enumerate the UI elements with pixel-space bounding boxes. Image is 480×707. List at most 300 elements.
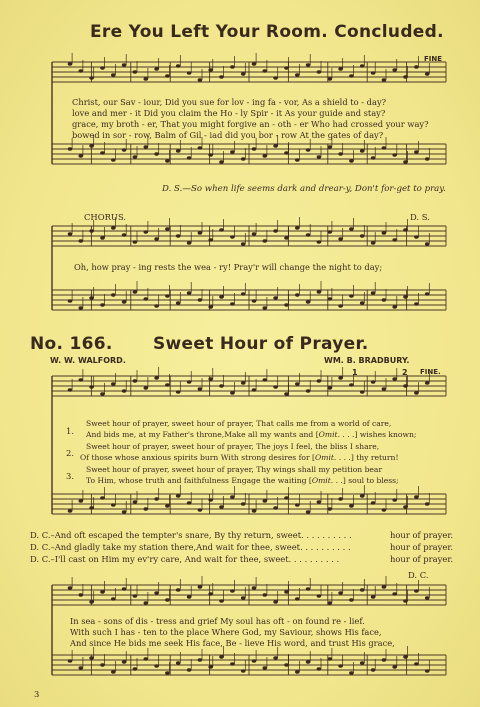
- note-head: [68, 586, 73, 589]
- note-head: [328, 657, 333, 660]
- note-head: [360, 64, 365, 67]
- note-head: [144, 386, 149, 389]
- note-head: [295, 503, 300, 506]
- note-head: [111, 382, 116, 385]
- note-head: [328, 297, 333, 300]
- note-head: [371, 71, 376, 74]
- note-head: [317, 70, 322, 73]
- note-head: [360, 390, 365, 393]
- note-head: [273, 144, 278, 147]
- note-head: [68, 62, 73, 65]
- note-head: [165, 504, 170, 507]
- note-head: [295, 670, 300, 673]
- note-head: [100, 590, 105, 593]
- note-head: [392, 665, 397, 668]
- note-head: [100, 151, 105, 154]
- note-head: [89, 600, 94, 603]
- note-head: [425, 157, 430, 160]
- note-head: [414, 495, 419, 498]
- note-head: [360, 234, 365, 237]
- note-head: [371, 595, 376, 598]
- note-head: [176, 149, 181, 152]
- note-head: [306, 587, 311, 590]
- note-head: [382, 508, 387, 511]
- note-head: [284, 303, 289, 306]
- verse-1-line-b: And bids me, at my Father's throne,Make all my wants and [Omit. . . .] wishes known;: [86, 430, 417, 439]
- note-head: [414, 391, 419, 394]
- note-head: [360, 661, 365, 664]
- note-head: [165, 159, 170, 162]
- note-head: [176, 494, 181, 497]
- note-head: [241, 502, 246, 505]
- note-head: [306, 233, 311, 236]
- verse-line-3: grace, my broth - er, That you might forgive an - oth - er Who had crossed your way?: [72, 119, 429, 129]
- note-head: [154, 591, 159, 594]
- note-head: [79, 593, 84, 596]
- note-head: [252, 62, 257, 65]
- note-head: [154, 376, 159, 379]
- note-head: [122, 233, 127, 236]
- note-head: [252, 232, 257, 235]
- note-head: [68, 147, 73, 150]
- note-head: [89, 229, 94, 232]
- note-head: [371, 501, 376, 504]
- note-head: [360, 149, 365, 152]
- note-head: [198, 231, 203, 234]
- note-head: [154, 67, 159, 70]
- verse-line-2: love and mer - it Did you claim the Ho - ly Spir - it As your guide and stay?: [72, 108, 386, 118]
- note-head: [414, 65, 419, 68]
- note-head: [273, 506, 278, 509]
- dc-line-2: D. C.–And gladly take my station there,And wait for thee, sweet. . . . . . . . . .: [30, 542, 351, 552]
- note-head: [198, 658, 203, 661]
- note-head: [208, 68, 213, 71]
- note-head: [349, 227, 354, 230]
- note-head: [392, 238, 397, 241]
- note-head: [425, 72, 430, 75]
- note-head: [382, 387, 387, 390]
- note-head: [111, 73, 116, 76]
- dc-line-2-end: hour of prayer.: [390, 542, 454, 552]
- note-head: [338, 67, 343, 70]
- hymn-number: No. 166.: [30, 334, 113, 354]
- note-head: [187, 241, 192, 244]
- note-head: [263, 306, 268, 309]
- note-head: [328, 507, 333, 510]
- note-head: [403, 384, 408, 387]
- note-head: [187, 291, 192, 294]
- page-number: 3: [34, 689, 40, 699]
- hymn-author: W. W. WALFORD.: [50, 356, 126, 365]
- note-head: [219, 505, 224, 508]
- note-head: [403, 295, 408, 298]
- note-head: [306, 660, 311, 663]
- note-head: [198, 585, 203, 588]
- note-head: [122, 510, 127, 513]
- note-head: [100, 663, 105, 666]
- note-head: [230, 65, 235, 68]
- verse-2-line-b: Of those whose anxious spirits burn With strong desires for [Omit. . . .] thy return!: [80, 453, 399, 462]
- note-head: [338, 152, 343, 155]
- note-head: [198, 146, 203, 149]
- note-head: [349, 74, 354, 77]
- note-head: [111, 226, 116, 229]
- note-head: [295, 158, 300, 161]
- note-head: [273, 229, 278, 232]
- note-head: [122, 300, 127, 303]
- verse-1-number: 1.: [66, 426, 74, 436]
- note-head: [230, 589, 235, 592]
- note-head: [349, 383, 354, 386]
- note-head: [208, 305, 213, 308]
- note-head: [208, 238, 213, 241]
- note-head: [111, 670, 116, 673]
- note-head: [349, 294, 354, 297]
- note-head: [349, 159, 354, 162]
- note-head: [273, 600, 278, 603]
- note-head: [68, 659, 73, 662]
- note-head: [425, 669, 430, 672]
- note-head: [208, 498, 213, 501]
- note-head: [252, 659, 257, 662]
- note-head: [295, 293, 300, 296]
- note-head: [208, 153, 213, 156]
- note-head: [144, 657, 149, 660]
- note-head: [219, 655, 224, 658]
- note-head: [230, 302, 235, 305]
- verse-b-line-1: In sea - sons of dis - tress and grief My soul has oft - on found re - lief.: [70, 616, 365, 626]
- note-head: [317, 155, 322, 158]
- note-head: [317, 240, 322, 243]
- verse-2-number: 2.: [66, 448, 74, 458]
- verse-line-1: Christ, our Sav - iour, Did you sue for lov - ing fa - vor, As a shield to - day?: [72, 97, 387, 107]
- note-head: [328, 386, 333, 389]
- note-head: [198, 387, 203, 390]
- note-head: [198, 78, 203, 81]
- note-head: [68, 509, 73, 512]
- note-head: [241, 596, 246, 599]
- hymn-title: Sweet Hour of Prayer.: [153, 334, 369, 354]
- note-head: [328, 77, 333, 80]
- note-head: [144, 230, 149, 233]
- note-head: [241, 669, 246, 672]
- note-head: [100, 66, 105, 69]
- note-head: [230, 391, 235, 394]
- note-head: [187, 668, 192, 671]
- note-head: [154, 152, 159, 155]
- note-head: [122, 660, 127, 663]
- note-head: [133, 240, 138, 243]
- note-head: [284, 151, 289, 154]
- note-head: [165, 671, 170, 674]
- note-head: [425, 292, 430, 295]
- note-head: [382, 231, 387, 234]
- note-head: [154, 664, 159, 667]
- note-head: [382, 298, 387, 301]
- note-head: [403, 505, 408, 508]
- note-head: [89, 385, 94, 388]
- verse-2-line-a: Sweet hour of prayer, sweet hour of prayer, The joys I feel, the bliss I share,: [86, 442, 380, 451]
- note-head: [241, 157, 246, 160]
- verse-line-4: bowed in sor - row, Balm of Gil - iad did you bor - row At the gates of day?: [72, 130, 384, 140]
- note-head: [165, 227, 170, 230]
- ds-line: D. S.—So when life seems dark and drear-y, Don't for-get to pray.: [162, 184, 446, 194]
- verse-3-number: 3.: [66, 471, 74, 481]
- dc-mark: D. C.: [408, 570, 429, 580]
- note-head: [219, 160, 224, 163]
- note-head: [187, 380, 192, 383]
- note-head: [165, 74, 170, 77]
- note-head: [154, 304, 159, 307]
- note-head: [176, 661, 181, 664]
- note-head: [317, 594, 322, 597]
- dc-line-1: D. C.–And oft escaped the tempter's snare, By thy return, sweet. . . . . . . . . .: [30, 530, 352, 540]
- note-head: [263, 499, 268, 502]
- note-head: [133, 155, 138, 158]
- note-head: [219, 295, 224, 298]
- note-head: [306, 63, 311, 66]
- note-head: [100, 496, 105, 499]
- note-head: [349, 598, 354, 601]
- note-head: [414, 235, 419, 238]
- dc-line-3: D. C.–I'll cast on Him my ev'ry care, And wait for thee, sweet. . . . . . . . . .: [30, 554, 340, 564]
- second-ending: 2: [402, 368, 408, 377]
- note-head: [382, 146, 387, 149]
- note-head: [328, 230, 333, 233]
- note-head: [79, 666, 84, 669]
- note-head: [382, 658, 387, 661]
- note-head: [79, 306, 84, 309]
- note-head: [165, 383, 170, 386]
- note-head: [382, 78, 387, 81]
- note-head: [241, 381, 246, 384]
- note-head: [263, 666, 268, 669]
- note-head: [230, 235, 235, 238]
- note-head: [89, 144, 94, 147]
- note-head: [328, 601, 333, 604]
- note-head: [338, 304, 343, 307]
- note-head: [273, 656, 278, 659]
- note-head: [295, 226, 300, 229]
- note-head: [360, 494, 365, 497]
- note-head: [89, 656, 94, 659]
- note-head: [306, 148, 311, 151]
- note-head: [208, 377, 213, 380]
- note-head: [144, 145, 149, 148]
- note-head: [187, 156, 192, 159]
- note-head: [198, 298, 203, 301]
- dc-line-3-end: hour of prayer.: [390, 554, 454, 564]
- note-head: [263, 154, 268, 157]
- note-head: [241, 72, 246, 75]
- note-head: [263, 239, 268, 242]
- note-head: [338, 376, 343, 379]
- note-head: [273, 76, 278, 79]
- note-head: [144, 77, 149, 80]
- note-head: [230, 495, 235, 498]
- note-head: [403, 160, 408, 163]
- note-head: [392, 377, 397, 380]
- note-head: [403, 228, 408, 231]
- note-head: [425, 596, 430, 599]
- note-head: [133, 594, 138, 597]
- note-head: [252, 299, 257, 302]
- first-ending: 1: [352, 368, 358, 377]
- note-head: [111, 158, 116, 161]
- chorus-text: Oh, how pray - ing rests the wea - ry! Pray'r will change the night to day;: [74, 262, 383, 272]
- note-head: [133, 500, 138, 503]
- note-head: [122, 148, 127, 151]
- note-head: [176, 301, 181, 304]
- note-head: [133, 379, 138, 382]
- note-head: [187, 501, 192, 504]
- note-head: [403, 599, 408, 602]
- note-head: [122, 63, 127, 66]
- note-head: [317, 379, 322, 382]
- note-head: [111, 597, 116, 600]
- note-head: [392, 153, 397, 156]
- note-head: [338, 664, 343, 667]
- page-title: Ere You Left Your Room. Concluded.: [90, 22, 444, 42]
- note-head: [284, 496, 289, 499]
- chorus-label: CHORUS.: [84, 212, 127, 222]
- note-head: [187, 71, 192, 74]
- note-head: [371, 668, 376, 671]
- ds-mark: D. S.: [410, 212, 430, 222]
- note-head: [68, 299, 73, 302]
- note-head: [100, 392, 105, 395]
- note-head: [371, 380, 376, 383]
- hymn-fine-mark: FINE.: [420, 368, 441, 376]
- note-head: [79, 499, 84, 502]
- note-head: [263, 593, 268, 596]
- note-head: [392, 498, 397, 501]
- note-head: [317, 667, 322, 670]
- note-head: [392, 68, 397, 71]
- note-head: [111, 293, 116, 296]
- note-head: [263, 69, 268, 72]
- note-head: [230, 150, 235, 153]
- note-head: [89, 506, 94, 509]
- note-head: [263, 378, 268, 381]
- note-head: [295, 73, 300, 76]
- note-head: [133, 70, 138, 73]
- note-head: [403, 655, 408, 658]
- note-head: [187, 595, 192, 598]
- note-head: [252, 388, 257, 391]
- note-head: [425, 502, 430, 505]
- note-head: [349, 671, 354, 674]
- note-head: [79, 378, 84, 381]
- note-head: [295, 597, 300, 600]
- note-head: [317, 290, 322, 293]
- note-head: [328, 145, 333, 148]
- note-head: [252, 147, 257, 150]
- note-head: [144, 297, 149, 300]
- note-head: [284, 392, 289, 395]
- note-head: [306, 300, 311, 303]
- note-head: [79, 239, 84, 242]
- note-head: [273, 296, 278, 299]
- note-head: [317, 500, 322, 503]
- note-head: [154, 237, 159, 240]
- note-head: [111, 503, 116, 506]
- note-head: [414, 662, 419, 665]
- note-head: [306, 389, 311, 392]
- note-head: [219, 384, 224, 387]
- note-head: [230, 662, 235, 665]
- note-head: [165, 294, 170, 297]
- note-head: [208, 665, 213, 668]
- note-head: [68, 232, 73, 235]
- note-head: [306, 510, 311, 513]
- note-head: [252, 586, 257, 589]
- note-head: [176, 390, 181, 393]
- note-head: [425, 381, 430, 384]
- note-head: [89, 296, 94, 299]
- note-head: [349, 504, 354, 507]
- note-head: [284, 663, 289, 666]
- note-head: [371, 291, 376, 294]
- note-head: [371, 156, 376, 159]
- note-head: [144, 601, 149, 604]
- note-head: [176, 588, 181, 591]
- note-head: [198, 508, 203, 511]
- note-head: [414, 589, 419, 592]
- note-head: [284, 66, 289, 69]
- verse-1-line-a: Sweet hour of prayer, sweet hour of prayer, That calls me from a world of care,: [86, 419, 392, 428]
- note-head: [284, 236, 289, 239]
- note-head: [176, 64, 181, 67]
- note-head: [338, 591, 343, 594]
- note-head: [68, 388, 73, 391]
- note-head: [392, 592, 397, 595]
- note-head: [176, 234, 181, 237]
- dc-line-1-end: hour of prayer.: [390, 530, 454, 540]
- note-head: [144, 507, 149, 510]
- verse-3-line-b: To Him, whose truth and faithfulness Engage the waiting [Omit. . .] soul to bless;: [86, 476, 399, 485]
- note-head: [252, 509, 257, 512]
- note-head: [100, 303, 105, 306]
- note-head: [284, 590, 289, 593]
- note-head: [100, 236, 105, 239]
- note-head: [89, 76, 94, 79]
- note-head: [165, 598, 170, 601]
- note-head: [133, 290, 138, 293]
- note-head: [360, 301, 365, 304]
- note-head: [360, 588, 365, 591]
- note-head: [295, 382, 300, 385]
- fine-mark: FINE: [424, 55, 443, 63]
- note-head: [219, 75, 224, 78]
- note-head: [133, 667, 138, 670]
- verse-3-line-a: Sweet hour of prayer, sweet hour of prayer, Thy wings shall my petition bear: [86, 465, 383, 474]
- note-head: [79, 69, 84, 72]
- note-head: [371, 241, 376, 244]
- verse-b-line-3: And since He bids me seek His face, Be - lieve His word, and trust His grace,: [70, 638, 395, 648]
- verse-b-line-2: With such I has - ten to the place Where God, my Saviour, shows His face,: [70, 627, 382, 637]
- note-head: [273, 385, 278, 388]
- note-head: [403, 75, 408, 78]
- note-head: [219, 228, 224, 231]
- note-head: [414, 302, 419, 305]
- note-head: [79, 154, 84, 157]
- note-head: [208, 592, 213, 595]
- note-head: [338, 237, 343, 240]
- note-head: [219, 599, 224, 602]
- note-head: [241, 292, 246, 295]
- note-head: [414, 150, 419, 153]
